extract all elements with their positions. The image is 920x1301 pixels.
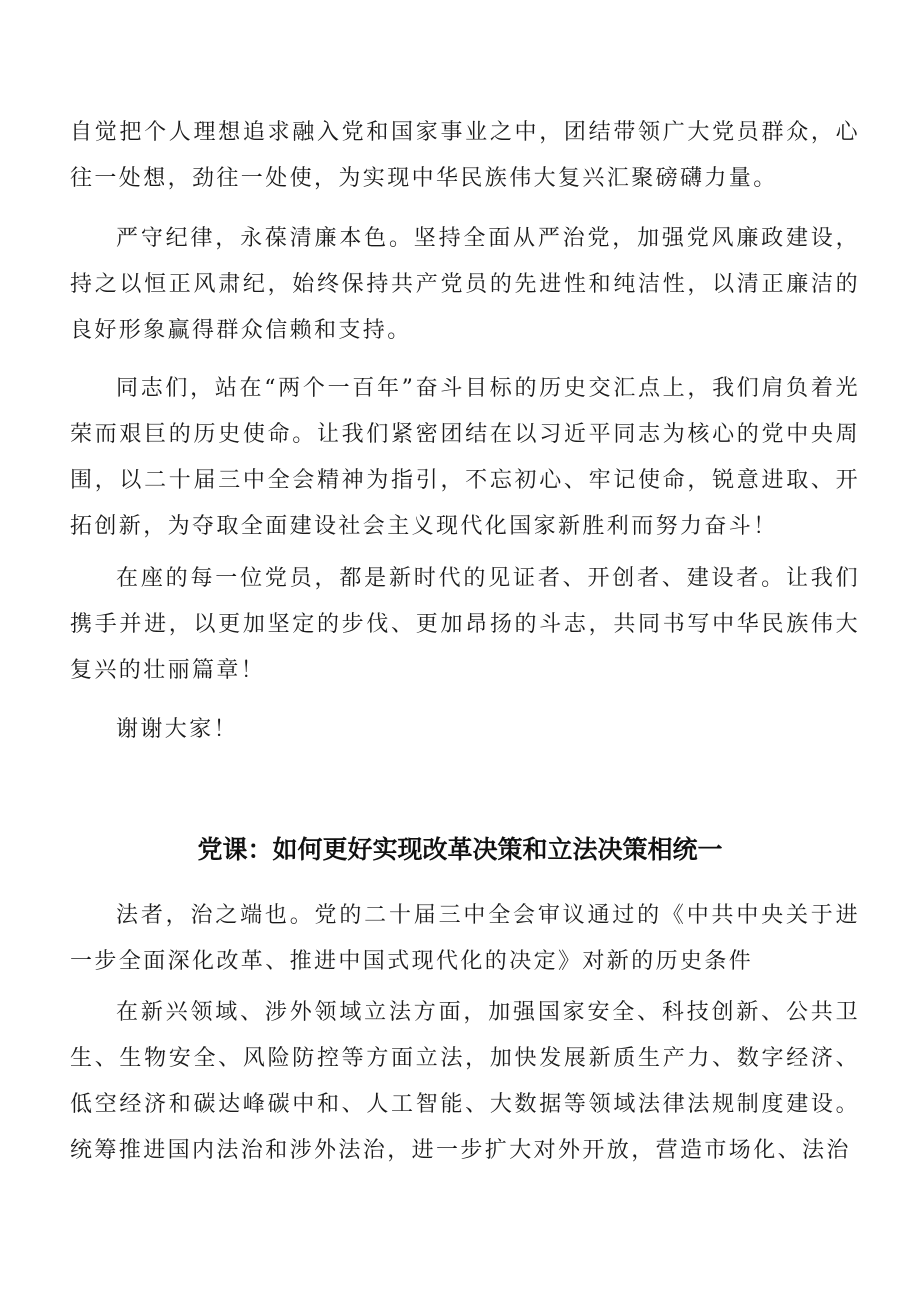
paragraph-5: 谢谢大家！ [116, 717, 239, 742]
paragraph-1: 自觉把个人理想追求融入党和国家事业之中，团结带领广大党员群众，心往一处想，劲往一处使，为实现中华民族伟大复兴汇聚磅礴力量。 [70, 120, 860, 191]
paragraph-4: 在座的每一位党员，都是新时代的见证者、开创者、建设者。让我们携手并进，以更加坚定的步伐、更加昂扬的斗志，共同书写中华民族伟大复兴的壮丽篇章！ [70, 566, 860, 683]
section-title: 党课：如何更好实现改革决策和立法决策相统一 [197, 835, 723, 864]
paragraph-3: 同志们，站在“两个一百年”奋斗目标的历史交汇点上，我们肩负着光荣而艰巨的历史使命。让我们紧密团结在以习近平同志为核心的党中央周围，以二十届三中全会精神为指引，不忘初心、牢记使命，锐意进取、开拓创新，为夺取全面建设社会主义现代化国家新胜利而努力奋斗！ [70, 376, 860, 539]
paragraph-2: 严守纪律，永葆清廉本色。坚持全面从严治党，加强党风廉政建设，持之以恒正风肃纪，始终保持共产党员的先进性和纯洁性，以清正廉洁的良好形象赢得群众信赖和支持。 [70, 226, 860, 343]
paragraph-6: 法者，治之端也。党的二十届三中全会审议通过的《中共中央关于进一步全面深化改革、推进中国式现代化的决定》对新的历史条件 [70, 903, 860, 974]
paragraph-7: 在新兴领域、涉外领域立法方面，加强国家安全、科技创新、公共卫生、生物安全、风险防控等方面立法，加快发展新质生产力、数字经济、低空经济和碳达峰碳中和、人工智能、大数据等领域法律法规制度建设。统筹推进国内法治和涉外法治，进一步扩大对外开放，营造市场化、法治 [70, 1000, 860, 1163]
